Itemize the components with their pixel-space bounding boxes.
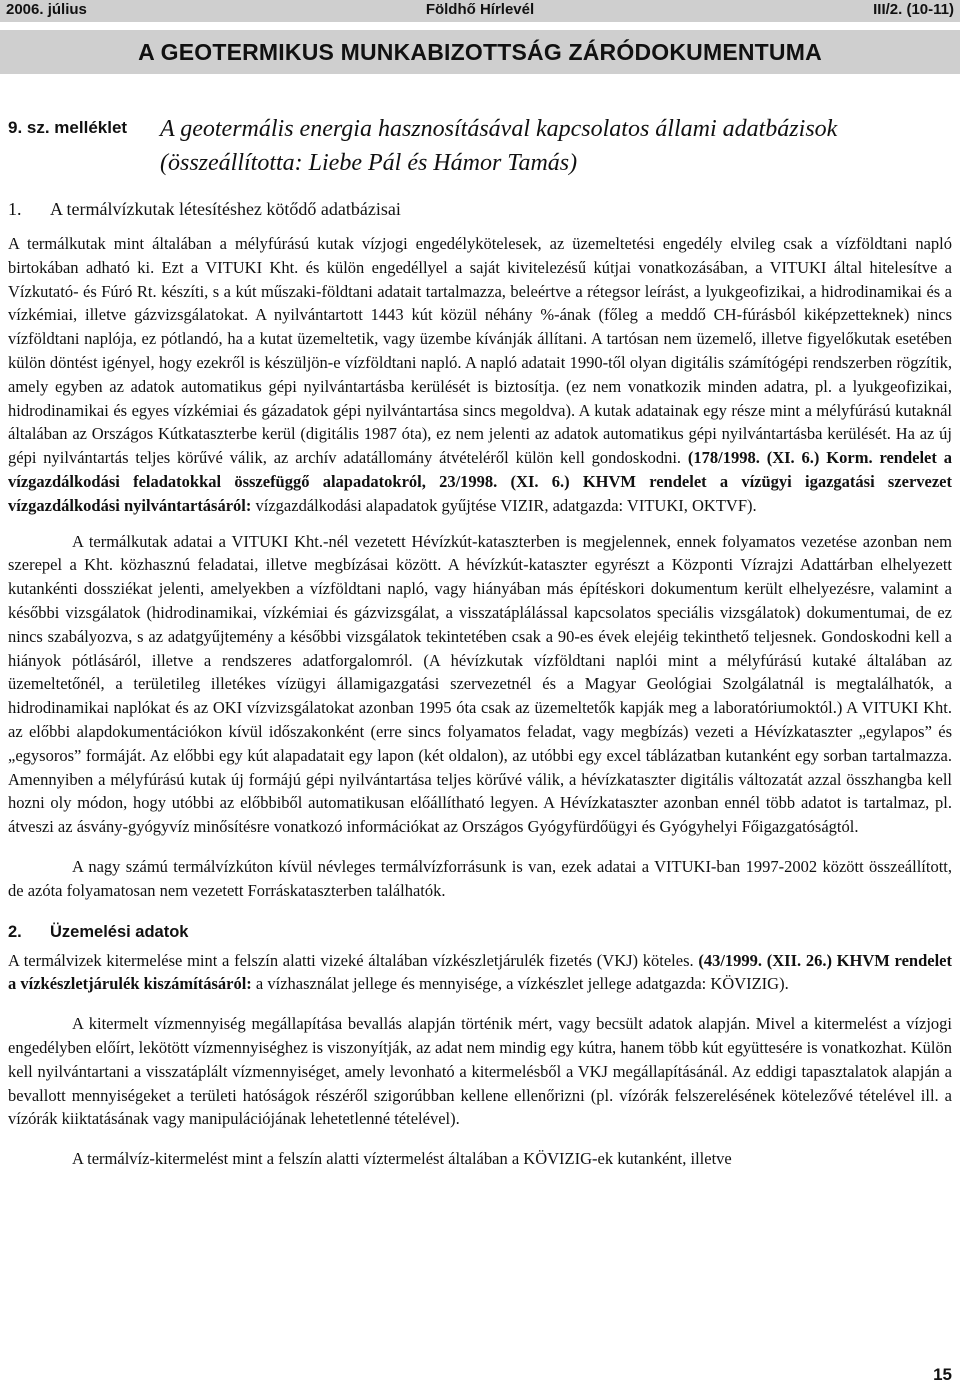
section2-paragraph3: A termálvíz-kitermelést mint a felszín alatti víztermelést általában a KÖVIZIG-ek kutanként, illetve xyxy=(72,1149,732,1169)
annex-title-line2: (összeállította: Liebe Pál és Hámor Tamás) xyxy=(160,150,578,176)
section2-number: 2. xyxy=(8,922,22,941)
document-banner: A GEOTERMIKUS MUNKABIZOTTSÁG ZÁRÓDOKUMENTUMA xyxy=(0,30,960,74)
section1-paragraph3: A nagy számú termálvízkúton kívül névleges termálvízforrásunk is van, ezek adatai a VITUKI-ban 1997-2002 között összeállított, de azóta folyamatosan nem vezetett Forráskataszterben találhatók. xyxy=(8,856,952,900)
section1-number: 1. xyxy=(8,199,22,219)
header-date: 2006. július xyxy=(6,1,87,18)
section2-p1-bold: (43/1999. (XII. 26.) KHVM rendelet a vízkészletjárulék kiszámításáról: xyxy=(8,950,952,994)
section1-p1-text: A termálkutak mint általában a mélyfúrású kutak vízjogi engedélykötelesek, az üzemeltetési engedély elvileg csak a vízföldtani napló birtokában adható ki. Ezt a VITUKI Kht. és külön engedéllyel a saját kivitelezésű kútjai vonatkozásában, a VITUKI által hitelesítve a Vízkutató- és Fúró Rt. készíti, s a kút műszaki-földtani adatait tartalmazza, beleértve a rétegsor leírást, a lyukgeofizikai, a hidrodinamikai és a vízkémiai, illetve gázvizsgálatokat. A nyilvántartott 1443 kút közül néhány %-ának (főleg a meddő CH-fúrásból kiképzetteknek) nincs vízföldtani naplója, ez pótlandó, ha a kutat üzemeltetik, vagy üzembe kívánják állítani. A tartósan nem üzemelő, illetve figyelőkutak esetében külön döntést igényel, hogy ezekről is készüljön-e vízföldtani napló. A napló adatait 1990-től olyan digitális számítógépi rendszerben rögzítik, amely egyben az adatok automatikus gépi nyilvántartásba kerülését is biztosítja. (ez nem vonatkozik minden adatra, pl. a lyukgeofizikai, hidrodinamikai és egyes vízkémiai és gázadatok gépi nyilvántartása sincs megoldva). A kutak adatainak egy része mint a mélyfúrású kutaknál általában az Országos Kútkataszterbe kerül (digitális 1987 óta), ez nem jelenti az adatok automatikus gépi nyilvántartásba kerülését. Ha az új gépi nyilvántartás teljes körűvé válik, az archív adatállomány átvételéről külön kell gondoskodni. xyxy=(8,234,952,468)
header-magazine: Földhő Hírlevél xyxy=(425,1,535,18)
page-header-bar xyxy=(0,0,960,22)
header-issue: III/2. (10-11) xyxy=(873,1,954,18)
section2-heading xyxy=(8,919,952,945)
section2-p1-text: A termálvizek kitermelése mint a felszín alatti vizeké általában vízkészletjárulék fizetés (VKJ) köteles. xyxy=(8,950,699,970)
page-number: 15 xyxy=(933,1365,952,1384)
section1-title: A termálvízkutak létesítéshez kötődő adatbázisai xyxy=(50,199,401,219)
document-body xyxy=(8,196,952,1171)
section1-paragraph1 xyxy=(8,232,952,518)
section1-p1-end: vízgazdálkodási alapadatok gyűjtése VIZIR, adatgazda: VITUKI, OKTVF). xyxy=(251,495,757,515)
section2-p1-end: a vízhasználat jellege és mennyisége, a vízkészlet jellege adatgazda: KÖVIZIG). xyxy=(251,974,789,994)
section1-heading xyxy=(8,196,952,222)
section2-paragraph1 xyxy=(8,949,952,997)
annex-title-line1: A geotermális energia hasznosításával kapcsolatos állami adatbázisok xyxy=(160,116,838,142)
annex-label: 9. sz. melléklet xyxy=(8,118,128,137)
annex-title xyxy=(160,112,950,180)
section2-paragraph2: A kitermelt vízmennyiség megállapítása bevallás alapján történik mért, vagy becsült adatok alapján. Mivel a kitermelést a vízjogi engedélyben előírt, lekötött vízmennyiséghez is viszonyítják, az adat nem mindig egy kútra, hanem több kút együttesére is vonatkozhat. Külön kell nyilvántartani a visszatáplált vízmennyiséget, amely levonható a kitermelésből a VKJ megállapításánál. Az eddigi tapasztalatok alapján a bevallott mennyiségeket a területi hatóságok részéről szigorúbban kellene ellenőrizni (pl. vízórák felszerelésének kötelezővé tételével ill. a vízórák kiiktatásának vagy manipulációjának lehetetlenné tételével). xyxy=(8,1014,952,1129)
section2-title: Üzemelési adatok xyxy=(50,922,189,941)
section1-paragraph2: A termálkutak adatai a VITUKI Kht.-nél vezetett Hévízkút-kataszterben is megjelennek, ennek folyamatos vezetése azonban nem szerepel a Kht. közhasznú feladatai, illetve megbízásai között. A hévízkút-kataszter egyrészt a Központi Vízrajzi Adattárban elhelyezett kutankénti dossziékat jelenti, amelyekben a vízföldtani napló, vagy hiányában más építéskori dokumentum került elhelyezésre, valamint a későbbi vizsgálatok (hidrodinamikai, vízkémiai és gázvizsgálat, a visszatáplálással kapcsolatos speciális vizsgálatok) dokumentumai, de ez nincs szabályozva, s az adatgyűjtemény a későbbi vizsgálatok tekintetében csak a 90-es évek elejéig tekinthető teljesnek. Gondoskodni kell a hiányok pótlásáról, illetve a rendszeres adatforgalomról. (A hévízkutak vízföldtani naplói mint a mélyfúrású kutaké általában az üzemeltetőnél, a területileg illetékes vízügyi államigazgatási szervezetnél és a Magyar Geológiai Szolgálatnál is megtalálhatók, a hidrodinamikai naplókat és az OKI vízvizsgálatokat azonban 1995 óta csak az üzemeltetők kapják meg a laboratóriumoktól.) A VITUKI Kht. az előbbi alapdokumentációkon kívül időszakonként (erre sincs folyamatos feladat, vagy megbízás) vezeti a Hévízkataszter „egylapos” és „egysoros” formáját. Az előbbi egy kút alapadatait egy lapon (két oldalon), az utóbbi egy excel táblázatban kutanként egy sorban tartalmazza. Amennyiben a mélyfúrású kutak új formájú gépi nyilvántartása teljes körűvé válik, a hévízkataszter digitális változatát azzal összhangba kell hozni oly módon, hogy utóbbi az előbbiből automatikusan előállítható legyen. A Hévízkataszter azonban ennél több adatot is tartalmaz, pl. átveszi az ásvány-gyógyvíz minősítésre vonatkozó információkat az Országos Gyógyfürdőügyi és Gyógyhelyi Főigazgatóságtól. xyxy=(8,531,952,837)
section1-p1-bold: (178/1998. (XI. 6.) Korm. rendelet a vízgazdálkodási feladatokkal összefüggő alapadatokról, 23/1998. (XI. 6.) KHVM rendelet a vízügyi igazgatási szervezet vízgazdálkodási nyilvántartásáról: xyxy=(8,448,952,515)
